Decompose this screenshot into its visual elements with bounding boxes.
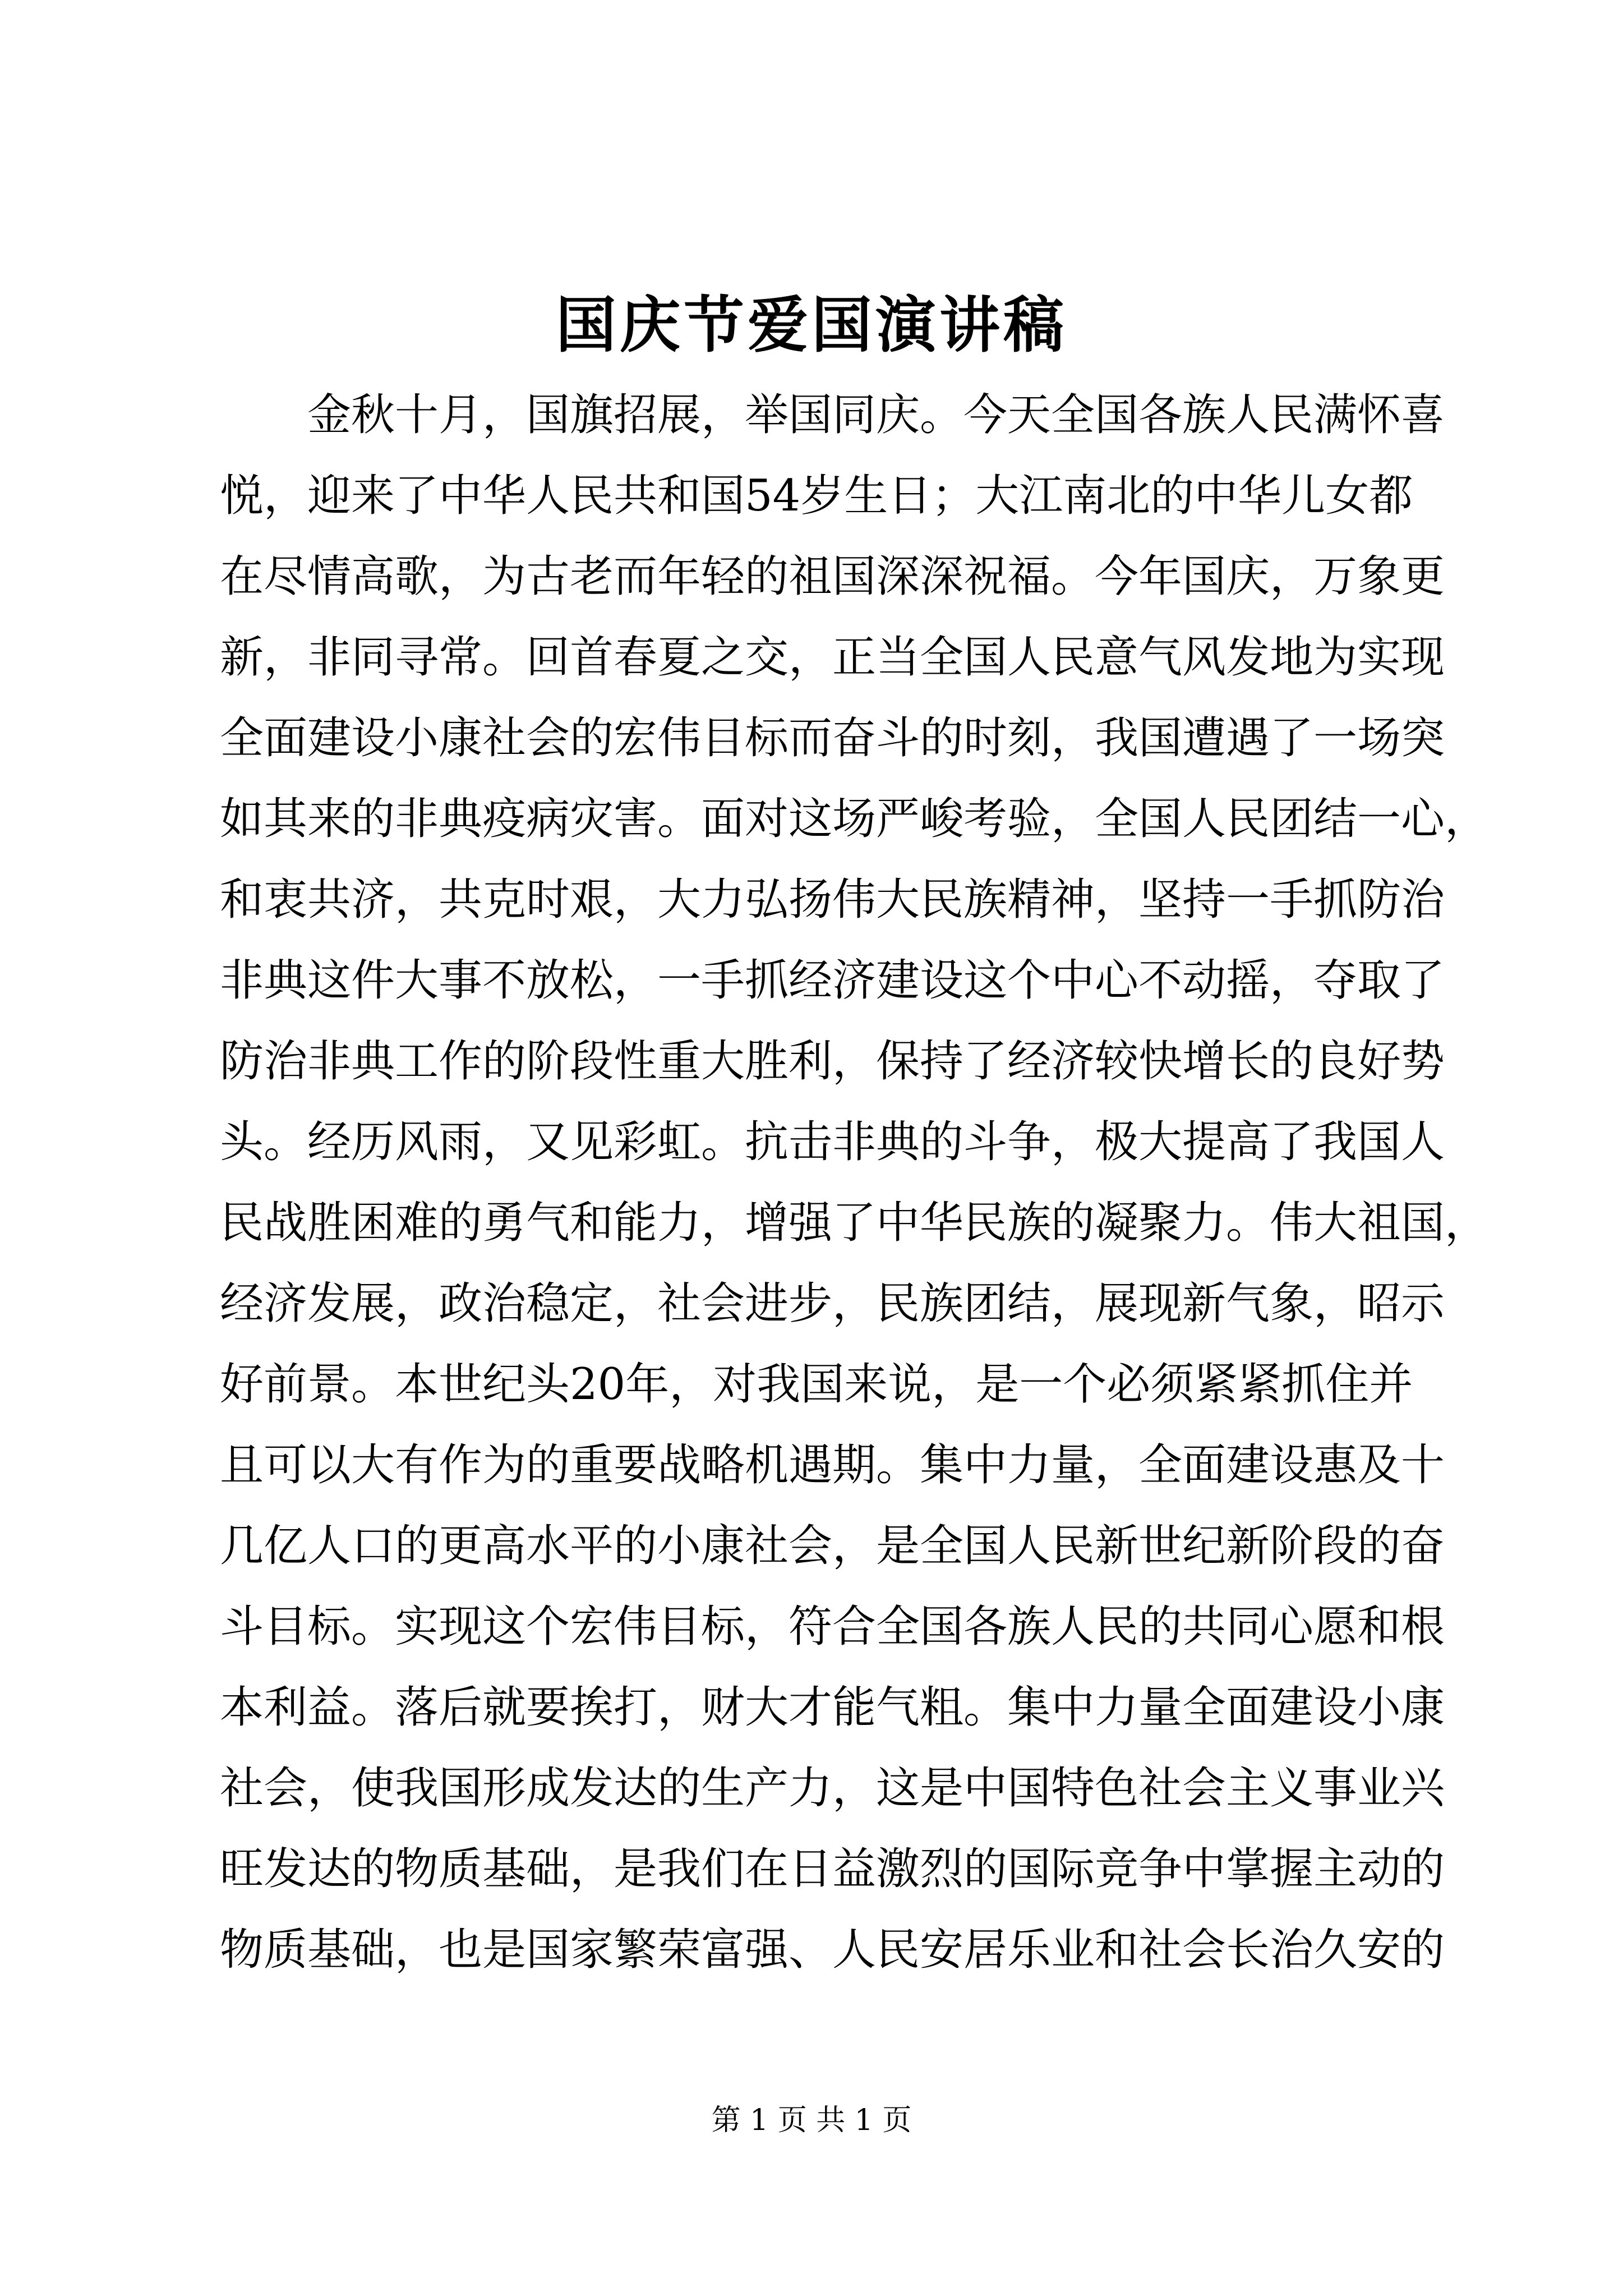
body-line: 本利益。落后就要挨打，财大才能气粗。集中力量全面建设小康 — [220, 1682, 1445, 1733]
body-line: 斗目标。实现这个宏伟目标，符合全国各族人民的共同心愿和根 — [220, 1602, 1445, 1652]
body-line: 全面建设小康社会的宏伟目标而奋斗的时刻，我国遭遇了一场突 — [220, 713, 1445, 763]
body-line: 悦，迎来了中华人民共和国54岁生日；大江南北的中华儿女都 — [220, 471, 1413, 521]
body-line: 经济发展，政治稳定，社会进步，民族团结，展现新气象，昭示 — [220, 1278, 1445, 1329]
body-line: 防治非典工作的阶段性重大胜利，保持了经济较快增长的良好势 — [220, 1036, 1445, 1087]
body-line: 且可以大有作为的重要战略机遇期。集中力量，全面建设惠及十 — [220, 1440, 1445, 1490]
document-title: 国庆节爱国演讲稿 — [555, 290, 1067, 361]
body-line: 头。经历风雨，又见彩虹。抗击非典的斗争，极大提高了我国人 — [220, 1117, 1445, 1167]
body-line: 物质基础，也是国家繁荣富强、人民安居乐业和社会长治久安的 — [220, 1925, 1445, 1975]
body-line: 几亿人口的更高水平的小康社会，是全国人民新世纪新阶段的奋 — [220, 1521, 1445, 1571]
body-line: 社会，使我国形成发达的生产力，这是中国特色社会主义事业兴 — [220, 1763, 1445, 1814]
body-line: 好前景。本世纪头20年，对我国来说，是一个必须紧紧抓住并 — [220, 1359, 1413, 1410]
body-line: 民战胜困难的勇气和能力，增强了中华民族的凝聚力。伟大祖国， — [220, 1198, 1489, 1248]
body-line: 新，非同寻常。回首春夏之交，正当全国人民意气风发地为实现 — [220, 632, 1445, 683]
body-line: 和衷共济，共克时艰，大力弘扬伟大民族精神，坚持一手抓防治 — [220, 875, 1445, 925]
body-line: 旺发达的物质基础，是我们在日益激烈的国际竞争中掌握主动的 — [220, 1844, 1445, 1894]
body-line: 金秋十月，国旗招展，举国同庆。今天全国各族人民满怀喜 — [220, 390, 1445, 440]
body-line: 在尽情高歌，为古老而年轻的祖国深深祝福。今年国庆，万象更 — [220, 551, 1445, 602]
page-footer: 第 1 页 共 1 页 — [711, 2104, 912, 2137]
document-body — [220, 375, 1489, 1990]
body-line: 如其来的非典疫病灾害。面对这场严峻考验，全国人民团结一心， — [220, 794, 1489, 844]
body-line: 非典这件大事不放松，一手抓经济建设这个中心不动摇，夺取了 — [220, 955, 1445, 1006]
